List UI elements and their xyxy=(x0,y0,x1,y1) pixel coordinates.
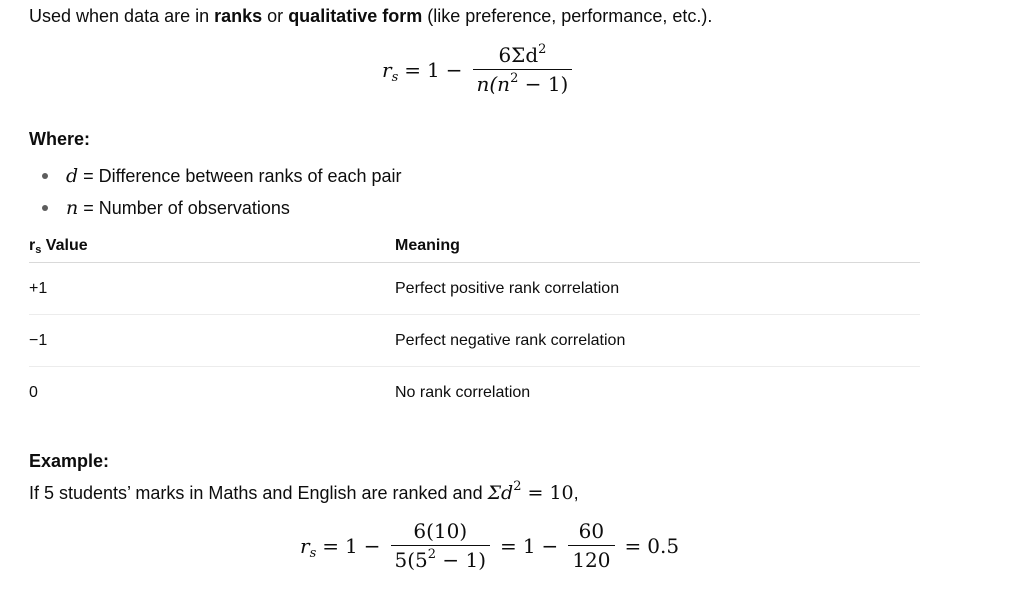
calc-lhs: $r_s$ xyxy=(300,533,317,561)
calc-minus: − xyxy=(363,533,381,558)
calc-minus-2: − xyxy=(541,533,559,558)
header-meaning: Meaning xyxy=(395,230,920,263)
formula-minus: − xyxy=(445,57,463,82)
calc-one-2: 1 xyxy=(522,533,536,558)
header-value: rs Value xyxy=(29,230,395,263)
formula-numerator: $6\Sigma d^2$ xyxy=(498,42,547,67)
intro-mid: or xyxy=(262,6,289,26)
formula-equals: = xyxy=(404,57,421,82)
example-text xyxy=(29,480,579,506)
intro-text xyxy=(29,4,712,28)
calc-fraction-1-denominator: $5(5^2 - 1)$ xyxy=(391,545,491,571)
table-row xyxy=(29,367,920,419)
intro-bold-qualitative: qualitative form xyxy=(288,6,423,26)
cell-meaning: Perfect negative rank correlation xyxy=(395,315,920,367)
calc-fraction-2-denominator: 120 xyxy=(568,545,614,571)
calc-fraction-1-numerator: 6(10) xyxy=(413,519,468,543)
correlation-table xyxy=(29,230,920,418)
where-list xyxy=(29,164,402,228)
calc-fraction-2-numerator: 60 xyxy=(578,519,605,543)
calc-fraction-1 xyxy=(391,520,491,571)
variable-n: n xyxy=(66,197,79,219)
list-item-text: = Number of observations xyxy=(78,198,290,218)
calc-one: 1 xyxy=(345,533,358,558)
where-heading: Where: xyxy=(29,129,91,149)
calc-equals-2: = xyxy=(500,533,517,558)
example-sentence: If 5 students’ marks in Maths and English are ranked and xyxy=(29,483,488,503)
cell-value: 0 xyxy=(29,383,38,401)
list-item xyxy=(29,196,402,228)
cell-meaning: No rank correlation xyxy=(395,383,531,401)
example-calculation xyxy=(300,520,679,571)
example-inline-math: $\Sigma d^2 = 10$ xyxy=(487,479,574,504)
bullet-dot xyxy=(42,173,48,179)
formula-one: 1 xyxy=(427,57,440,82)
bullet-dot xyxy=(42,205,48,211)
example-comma: , xyxy=(573,483,579,503)
cell-value: −1 xyxy=(29,315,395,367)
variable-d: d xyxy=(66,165,79,187)
spearman-formula xyxy=(382,44,576,95)
list-item xyxy=(29,164,402,196)
cell-meaning: Perfect positive rank correlation xyxy=(395,263,920,315)
table-row xyxy=(29,315,920,367)
calc-equals: = xyxy=(322,533,339,558)
formula-denominator: $n(n^2 - 1)$ xyxy=(473,69,573,95)
cell-value: +1 xyxy=(29,263,395,315)
intro-bold-ranks: ranks xyxy=(214,6,263,26)
calc-equals-3: = xyxy=(624,533,642,558)
list-item-text: = Difference between ranks of each pair xyxy=(78,166,402,186)
example-heading: Example: xyxy=(29,451,110,471)
formula-fraction xyxy=(473,44,573,95)
calc-fraction-2 xyxy=(568,520,614,571)
table-row xyxy=(29,263,920,315)
calc-result: 0.5 xyxy=(647,533,680,558)
table-header-row xyxy=(29,230,920,263)
formula-lhs: $r_s$ xyxy=(382,57,399,85)
intro-prefix: Used when data are in xyxy=(29,6,215,26)
intro-suffix: (like preference, performance, etc.). xyxy=(422,6,713,26)
